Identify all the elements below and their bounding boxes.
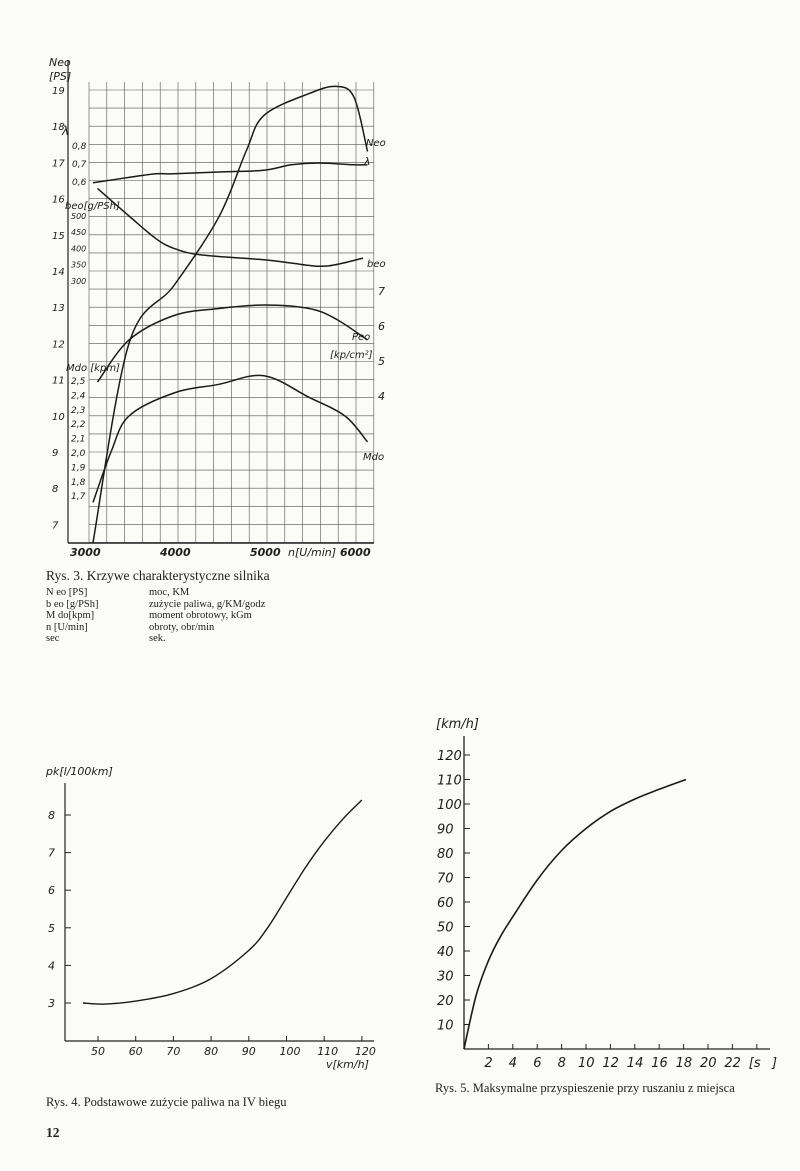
neo-tick-label: 14 <box>52 267 65 278</box>
fig5-y-tick-label: 20 <box>437 994 454 1009</box>
beo-curve <box>98 188 364 266</box>
fig4-y-tick-label: 4 <box>48 959 55 973</box>
mdo-curve <box>93 375 368 502</box>
fig5-x-tick-label: 12 <box>602 1056 619 1071</box>
lambda-tick-label: 0,7 <box>72 160 87 170</box>
beo-tick-label: 450 <box>71 228 87 238</box>
mdo-tick-label: 2,1 <box>71 434 86 445</box>
neo-tick-label: 10 <box>52 411 65 423</box>
fig4-x-tick-label: 90 <box>241 1045 256 1058</box>
legend-symbol: n [U/min] <box>46 621 88 633</box>
fig5-y-tick-label: 60 <box>437 896 454 911</box>
neo-tick-label: 8 <box>52 484 59 496</box>
legend-description: zużycie paliwa, g/KM/godz <box>149 598 266 610</box>
beo-axis-title: beo[g/PSh] <box>65 201 120 212</box>
fig4-x-tick-label: 50 <box>91 1045 105 1058</box>
mdo-tick-label: 2,4 <box>71 391 86 402</box>
curve-label-peo: Peo <box>352 332 371 343</box>
curve-label-neo: Neo <box>366 138 386 149</box>
legend-symbol: sec <box>46 633 60 644</box>
fig4-x-tick-label: 80 <box>204 1045 219 1058</box>
x-tick-label: 4000 <box>160 546 191 559</box>
x-tick-label: 3000 <box>70 546 101 559</box>
x-tick-label: 6000 <box>340 546 371 559</box>
fig5-x-tick-label: 18 <box>675 1056 693 1071</box>
fig5-x-tick-label: 14 <box>626 1056 644 1071</box>
lambda-curve <box>93 163 368 183</box>
fig5-y-tick-label: 50 <box>437 920 454 936</box>
peo-tick-label: 4 <box>378 390 385 403</box>
fig3-grid <box>68 60 374 543</box>
neo-tick-label: 18 <box>52 122 65 134</box>
curve-label-beo: beo <box>367 259 386 270</box>
mdo-tick-label: 1,7 <box>71 492 86 503</box>
fig4-y-tick-label: 6 <box>48 884 55 898</box>
fig5-y-tick-label: 30 <box>437 969 454 985</box>
legend-symbol: b eo [g/PSh] <box>46 598 99 610</box>
fig5-x-tick-label: [s <box>748 1056 761 1071</box>
mdo-tick-label: 1,9 <box>71 463 86 474</box>
mdo-tick-label: 2,5 <box>71 377 86 387</box>
neo-tick-label: 9 <box>52 448 59 459</box>
fig3-caption: Rys. 3. Krzywe charakterystyczne silnika <box>46 568 270 583</box>
fig4-ylabel: pk[l/100km] <box>46 765 113 778</box>
peo-tick-label: 6 <box>378 320 385 333</box>
neo-tick-label: 16 <box>52 194 65 206</box>
fig4-y-tick-label: 8 <box>48 809 55 822</box>
x-tick-label: 5000 <box>250 546 281 559</box>
fig5-y-tick-label: 90 <box>437 822 454 838</box>
beo-tick-label: 500 <box>71 212 87 221</box>
fig5-y-tick-label: 70 <box>437 871 454 887</box>
legend-symbol: N eo [PS] <box>46 587 88 598</box>
fig4-y-tick-label: 5 <box>48 921 55 935</box>
neo-tick-label: 12 <box>52 339 65 351</box>
mdo-axis-title: Mdo [kpm] <box>66 363 120 374</box>
legend-row <box>46 599 265 611</box>
fig5-x-tick-label: 2 <box>484 1056 493 1071</box>
fig5-x-tick-label: 20 <box>700 1056 717 1071</box>
fig5-caption: Rys. 5. Maksymalne przyspieszenie przy ruszaniu z miejsca <box>435 1081 735 1095</box>
mdo-tick-label: 2,2 <box>71 420 86 431</box>
neo-axis-unit: [PS] <box>49 70 72 83</box>
legend-row <box>46 610 265 622</box>
fig5-y-tick-label: 100 <box>437 798 462 813</box>
fig5-y-tick-label: 120 <box>437 749 462 764</box>
peo-tick-label: 7 <box>378 285 385 298</box>
neo-tick-label: 19 <box>52 86 65 97</box>
fig4-xlabel: v[km/h] <box>326 1058 369 1071</box>
n-axis-label: n[U/min] <box>288 546 337 559</box>
legend-description: moc, KM <box>149 587 190 598</box>
fig5-ylabel: [km/h] <box>436 717 479 732</box>
neo-tick-label: 13 <box>52 303 65 315</box>
fig3-legend <box>46 587 265 645</box>
fig5-y-tick-label: 40 <box>437 945 454 960</box>
legend-description: obroty, obr/min <box>149 621 215 633</box>
neo-axis-title: Neo <box>49 56 71 69</box>
fig4-x-tick-label: 120 <box>354 1045 376 1058</box>
mdo-tick-label: 1,8 <box>71 477 86 488</box>
beo-tick-label: 300 <box>71 276 87 286</box>
legend-description: sek. <box>149 633 166 644</box>
fig3-curves <box>93 86 371 542</box>
legend-row <box>46 622 265 634</box>
fig5-y-tick-label: 110 <box>437 773 462 789</box>
neo-tick-label: 11 <box>52 375 65 387</box>
lambda-axis-title: λ <box>62 124 70 138</box>
fig4-x-tick-label: 100 <box>279 1045 301 1058</box>
fig4-x-tick-label: 70 <box>166 1045 181 1058</box>
fig5-x-bracket: ] <box>772 1056 778 1071</box>
peo-unit-label: [kp/cm²] <box>330 350 373 361</box>
fig4-caption: Rys. 4. Podstawowe zużycie paliwa na IV biegu <box>46 1095 287 1109</box>
fig5-y-tick-label: 10 <box>437 1018 454 1034</box>
fig4-y-tick-label: 3 <box>48 997 55 1010</box>
fig5-x-tick-label: 16 <box>651 1056 668 1071</box>
beo-tick-label: 350 <box>71 260 87 270</box>
fig4-x-tick-label: 60 <box>128 1045 143 1058</box>
fig5-x-tick-label: 22 <box>724 1056 741 1071</box>
fig5-x-tick-label: 8 <box>557 1056 566 1071</box>
fig5-x-tick-label: 10 <box>578 1056 595 1071</box>
fig5-x-tick-label: 4 <box>508 1056 518 1071</box>
legend-row <box>46 587 265 599</box>
mdo-tick-label: 2,3 <box>71 405 86 416</box>
neo-tick-label: 7 <box>52 520 59 532</box>
legend-symbol: M do[kpm] <box>46 610 95 621</box>
legend-description: moment obrotowy, kGm <box>149 610 252 621</box>
mdo-tick-label: 2,0 <box>71 449 86 459</box>
curve-label-lambda: λ <box>364 155 371 168</box>
fig4-y-tick-label: 7 <box>48 846 55 860</box>
lambda-tick-label: 0,6 <box>72 178 87 188</box>
neo-tick-label: 17 <box>52 158 65 170</box>
lambda-tick-label: 0,8 <box>72 142 87 152</box>
peo-tick-label: 5 <box>378 355 385 368</box>
fig4-x-tick-label: 110 <box>317 1045 339 1058</box>
legend-row <box>46 633 265 645</box>
page-number: 12 <box>46 1125 60 1140</box>
curve-label-mdo: Mdo <box>363 452 385 463</box>
neo-tick-label: 15 <box>52 230 65 242</box>
fig5-y-tick-label: 80 <box>437 847 454 862</box>
fig5-x-tick-label: 6 <box>533 1056 542 1071</box>
beo-tick-label: 400 <box>71 244 87 254</box>
